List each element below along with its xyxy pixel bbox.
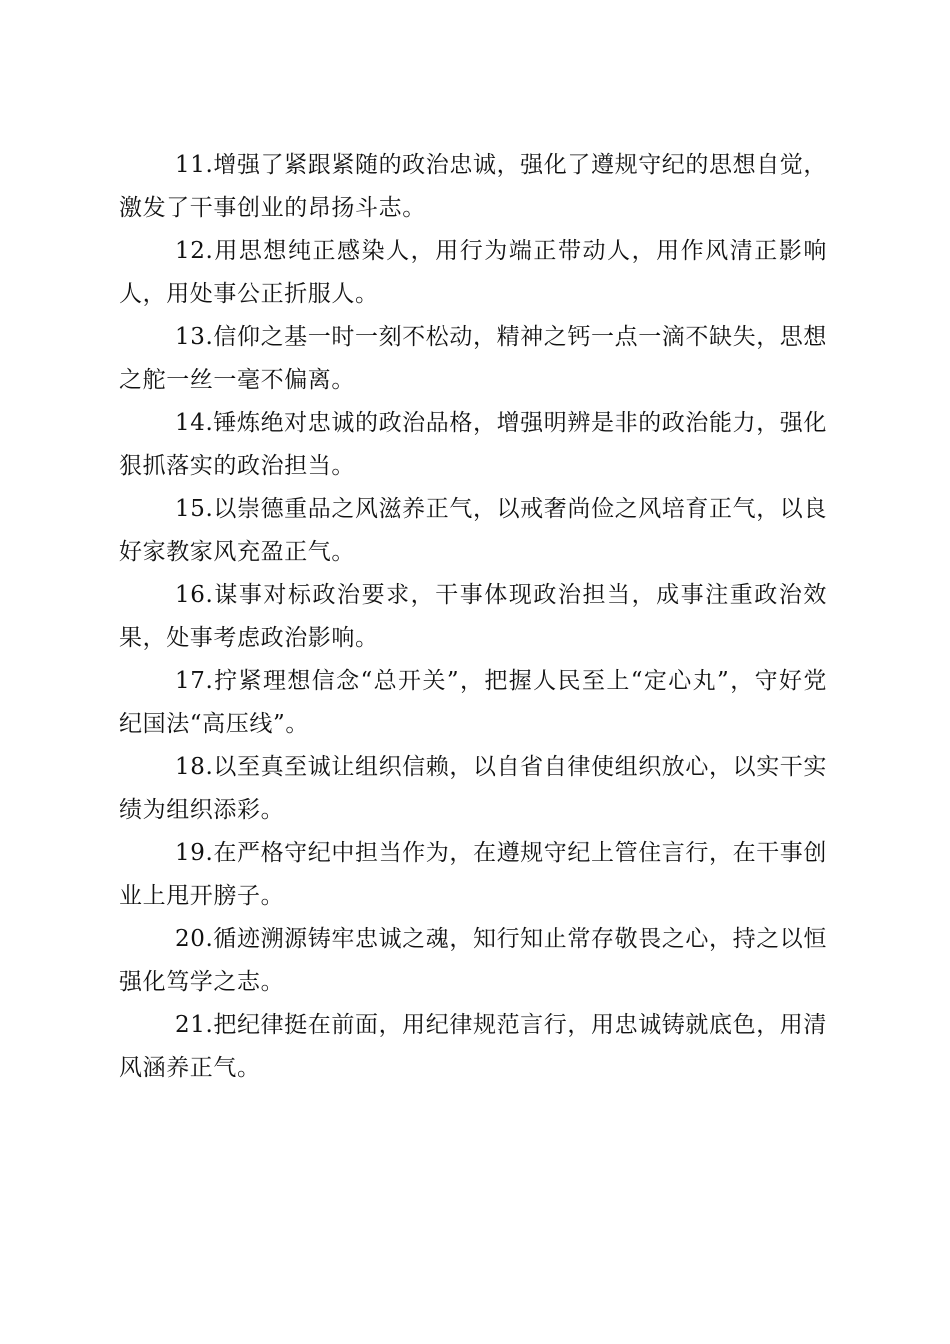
paragraph-16: 16.谋事对标政治要求，干事体现政治担当，成事注重政治效果，处事考虑政治影响。 — [119, 582, 827, 651]
paragraph-15: 15.以崇德重品之风滋养正气，以戒奢尚俭之风培育正气，以良好家教家风充盈正气。 — [119, 496, 827, 565]
paragraph-21: 21.把纪律挺在前面，用纪律规范言行，用忠诚铸就底色，用清风涵养正气。 — [119, 1012, 827, 1081]
paragraph-14: 14.锤炼绝对忠诚的政治品格，增强明辨是非的政治能力，强化狠抓落实的政治担当。 — [119, 410, 827, 479]
paragraph-17: 17.拧紧理想信念“总开关”，把握人民至上“定心丸”，守好党纪国法“高压线”。 — [119, 668, 827, 737]
paragraph-18: 18.以至真至诚让组织信赖，以自省自律使组织放心，以实干实绩为组织添彩。 — [119, 754, 827, 823]
paragraph-19: 19.在严格守纪中担当作为，在遵规守纪上管住言行，在干事创业上甩开膀子。 — [119, 840, 827, 909]
paragraph-11: 11.增强了紧跟紧随的政治忠诚，强化了遵规守纪的思想自觉，激发了干事创业的昂扬斗志。 — [119, 152, 827, 221]
paragraph-13: 13.信仰之基一时一刻不松动，精神之钙一点一滴不缺失，思想之舵一丝一毫不偏离。 — [119, 324, 827, 393]
paragraph-20: 20.循迹溯源铸牢忠诚之魂，知行知止常存敬畏之心，持之以恒强化笃学之志。 — [119, 926, 827, 995]
paragraph-12: 12.用思想纯正感染人，用行为端正带动人，用作风清正影响人，用处事公正折服人。 — [119, 238, 827, 307]
document-body — [119, 144, 827, 1090]
